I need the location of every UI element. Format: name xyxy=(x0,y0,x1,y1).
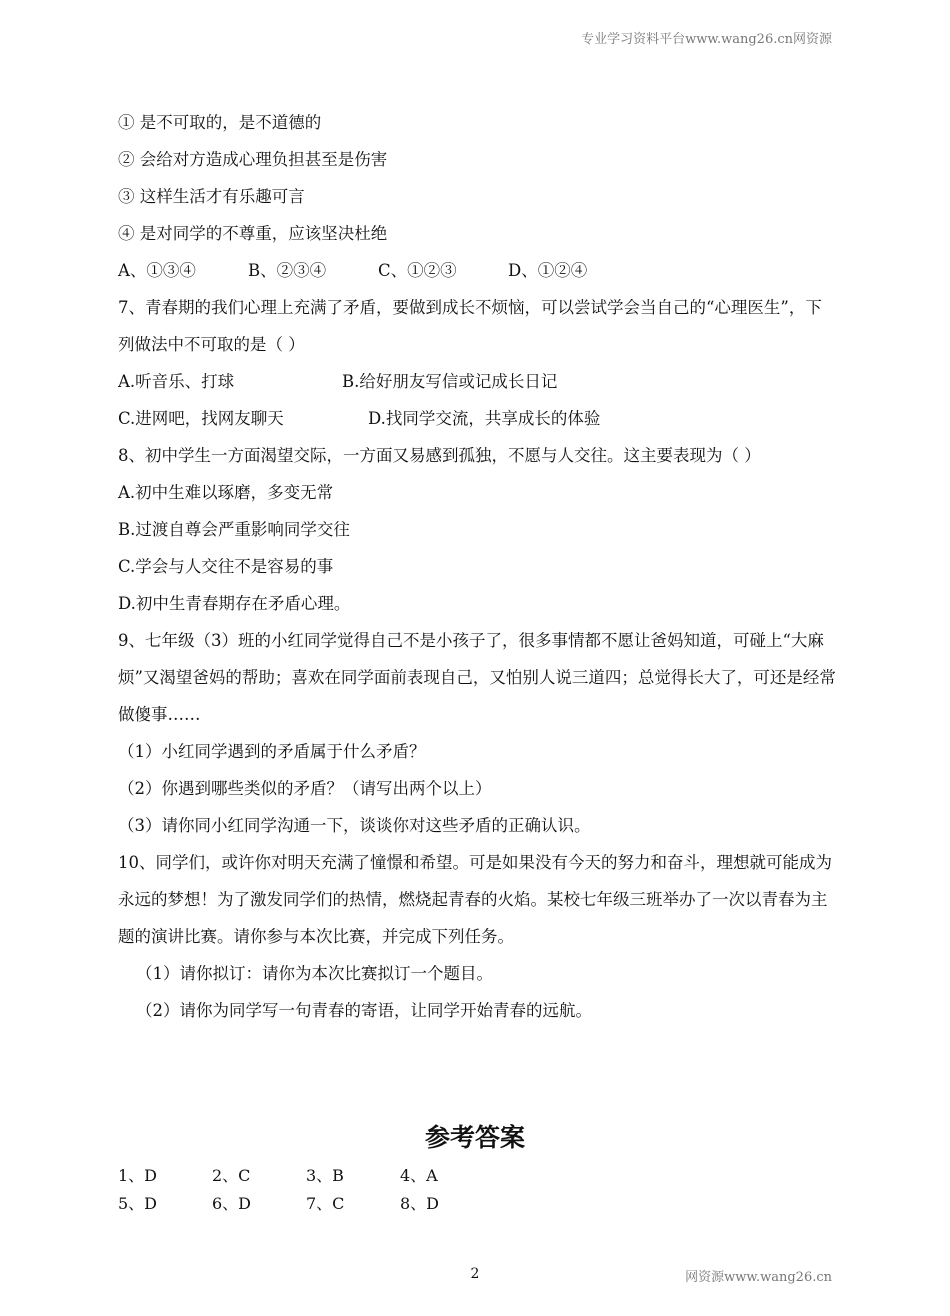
q10-stem: 10、同学们，或许你对明天充满了憧憬和希望。可是如果没有今天的努力和奋斗，理想就可能成为永远的梦想！为了激发同学们的热情，燃烧起青春的火焰。某校七年级三班举办了一次以青春为主题的演讲比赛。请你参与本次比赛，并完成下列任务。 xyxy=(118,853,832,946)
answer-1: 1、D xyxy=(118,1166,158,1185)
page-footer: 网资源www.wang26.cn xyxy=(685,1270,832,1285)
statement-4: ④ 是对同学的不尊重，应该坚决杜绝 xyxy=(118,224,388,243)
answer-5: 5、D xyxy=(118,1194,158,1213)
q7-option-c: C.进网吧，找网友聊天 xyxy=(118,409,284,428)
statement-2: ② 会给对方造成心理负担甚至是伤害 xyxy=(118,150,388,169)
answer-4: 4、A xyxy=(400,1166,438,1185)
q7-options-row2 xyxy=(118,400,838,437)
q7-option-a: A.听音乐、打球 xyxy=(118,372,235,391)
q8-option-b: B.过渡自尊会严重影响同学交往 xyxy=(118,520,350,539)
answer-row-2 xyxy=(118,1190,494,1218)
q7-stem: 7、青春期的我们心理上充满了矛盾，要做到成长不烦恼，可以尝试学会当自己的“心理医生”，下列做法中不可取的是（ ） xyxy=(118,298,822,354)
q8-option-a: A.初中生难以琢磨，多变无常 xyxy=(118,483,334,502)
q10-sub-2: （2）请你为同学写一句青春的寄语，让同学开始青春的远航。 xyxy=(136,1001,592,1020)
q6-option-b: B、②③④ xyxy=(248,261,327,280)
q9-sub-3: （3）请你同小红同学沟通一下，谈谈你对这些矛盾的正确认识。 xyxy=(118,816,591,835)
q8-option-c: C.学会与人交往不是容易的事 xyxy=(118,557,334,576)
answer-8: 8、D xyxy=(400,1194,440,1213)
answers-title: 参考答案 xyxy=(424,1123,525,1152)
page-header: 专业学习资料平台www.wang26.cn网资源 xyxy=(581,32,832,47)
q9-sub-2: （2）你遇到哪些类似的矛盾？（请写出两个以上） xyxy=(118,779,492,798)
q6-options xyxy=(118,252,838,289)
q8-stem: 8、初中学生一方面渴望交际，一方面又易感到孤独，不愿与人交往。这主要表现为（ ） xyxy=(118,446,761,465)
answer-2: 2、C xyxy=(212,1166,251,1185)
answer-7: 7、C xyxy=(306,1194,345,1213)
question-content xyxy=(118,104,838,1029)
answer-3: 3、B xyxy=(306,1166,344,1185)
q6-option-c: C、①②③ xyxy=(378,261,457,280)
statement-3: ③ 这样生活才有乐趣可言 xyxy=(118,187,305,206)
q7-option-d: D.找同学交流，共享成长的体验 xyxy=(368,409,601,428)
page-number: 2 xyxy=(470,1266,480,1282)
answer-key xyxy=(118,1162,494,1218)
q9-sub-1: （1）小红同学遇到的矛盾属于什么矛盾？ xyxy=(118,742,426,761)
q9-stem: 9、七年级（3）班的小红同学觉得自己不是小孩子了，很多事情都不愿让爸妈知道，可碰上“大麻烦”又渴望爸妈的帮助；喜欢在同学面前表现自己，又怕别人说三道四；总觉得长大了，可还是经常做傻事…… xyxy=(118,631,836,724)
statement-1: ① 是不可取的，是不道德的 xyxy=(118,113,322,132)
q6-option-d: D、①②④ xyxy=(508,261,588,280)
q8-option-d: D.初中生青春期存在矛盾心理。 xyxy=(118,594,351,613)
q6-option-a: A、①③④ xyxy=(118,261,196,280)
q10-sub-1: （1）请你拟订：请你为本次比赛拟订一个题目。 xyxy=(136,964,493,983)
q7-option-b: B.给好朋友写信或记成长日记 xyxy=(342,372,558,391)
q7-options-row1 xyxy=(118,363,838,400)
answer-row-1 xyxy=(118,1162,494,1190)
answer-6: 6、D xyxy=(212,1194,252,1213)
